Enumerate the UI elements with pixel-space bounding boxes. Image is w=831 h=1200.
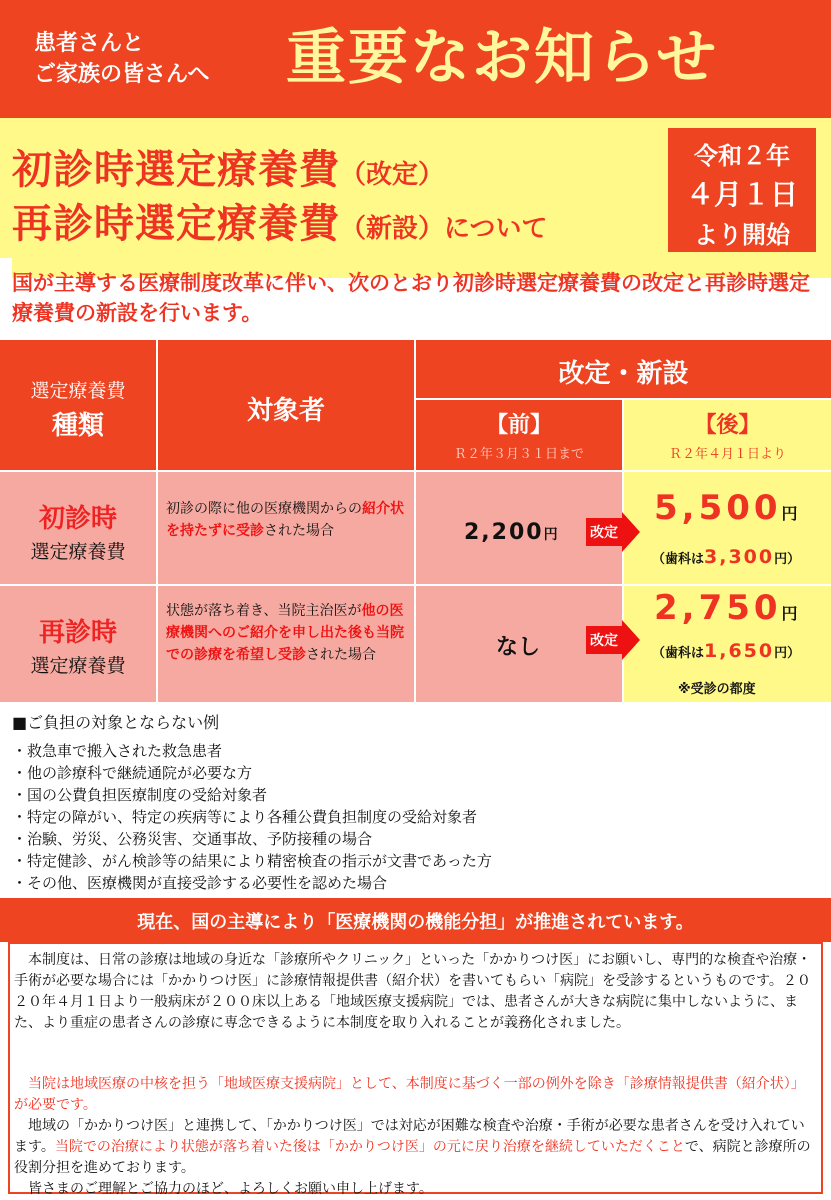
- row-1-before-value: [464, 520, 558, 545]
- paragraph-closing: 皆さまのご理解とご協力のほど、よろしくお願い申し上げます。: [14, 1181, 433, 1197]
- row-2-dental-value: 1,650: [704, 640, 775, 662]
- table-header-before-date: Ｒ２年３月３１日まで: [453, 447, 584, 462]
- row-2-type: [0, 586, 156, 702]
- table-header-after: [624, 400, 831, 470]
- row-1-target: [158, 472, 414, 584]
- row-2-after-unit: 円: [781, 604, 798, 623]
- audience-line-1: 患者さんと: [34, 31, 145, 56]
- page-title: 重要なお知らせ: [286, 23, 719, 93]
- row-1-after-unit: 円: [781, 504, 798, 523]
- intro-text: 国が主導する医療制度改革に伴い、次のとおり初診時選定療養費の改定と再診時選定療養費の新設を行います。: [12, 271, 810, 325]
- row-1-type: [0, 472, 156, 584]
- row-1-after-price: [654, 488, 798, 528]
- table-header-before-label: 【前】: [485, 413, 552, 438]
- title-line-2: [12, 192, 547, 249]
- row-1-dental-prefix: （歯科は: [652, 552, 705, 567]
- start-date-line-2: ４月１日: [685, 178, 798, 211]
- row-2-target-c: された場合: [306, 647, 376, 663]
- title-line-2-suffix: （新設）について: [340, 214, 548, 244]
- row-1-dental: [652, 546, 800, 568]
- start-date-box: [668, 128, 816, 252]
- table-header-target: 対象者: [158, 340, 414, 470]
- row-2-note: ※受診の都度: [678, 682, 756, 697]
- bottom-banner: 現在、国の主導により「医療機関の機能分担」が推進されています。: [0, 898, 831, 942]
- row-1-target-b: 紹介状を持たずに受診: [166, 501, 404, 539]
- exception-item: ・救急車で搬入された救急患者: [12, 742, 223, 760]
- paragraph-cooperation-b: で、病院と診療所の役割分担を進めております。: [14, 1139, 811, 1176]
- table-header-after-date: Ｒ２年４月１日より: [668, 447, 786, 462]
- audience-text: [34, 28, 210, 90]
- table-header-type: [0, 340, 156, 470]
- row-2-target-b: 他の医療機関へのご紹介を申し出た後も当院での診療を希望し受診: [166, 603, 404, 663]
- title-line-1-main: 初診時選定療養費: [12, 147, 340, 193]
- paragraph-cooperation-highlight: 当院での治療により状態が落ち着いた後は「かかりつけ医」の元に戻り治療を継続していただくこと: [54, 1139, 685, 1155]
- table-header-before: [416, 400, 622, 470]
- row-2-target-a: 状態が落ち着き、当院主治医が: [166, 603, 362, 619]
- exception-item: ・特定の障がい、特定の疾病等により各種公費負担制度の受給対象者: [12, 808, 478, 826]
- table-header-type-line-2: 種類: [51, 411, 104, 441]
- paragraph-hospital-role: 当院は地域医療の中核を担う「地域医療支援病院」として、本制度に基づく一部の例外を除き「診療情報提供書（紹介状）」が必要です。: [14, 1076, 805, 1113]
- row-1-type-sub: 選定療養費: [30, 541, 126, 563]
- title-line-1-suffix: （改定）: [340, 160, 445, 190]
- row-2-type-name: 再診時: [38, 618, 117, 648]
- row-1-after-amount: 5,500: [654, 488, 782, 528]
- audience-line-2: ご家族の皆さんへ: [34, 62, 210, 87]
- row-1-type-name: 初診時: [38, 504, 117, 534]
- exception-item: ・その他、医療機関が直接受診する必要性を認めた場合: [12, 874, 388, 892]
- table-header-after-label: 【後】: [694, 413, 761, 438]
- exception-item: ・国の公費負担医療制度の受給対象者: [12, 786, 268, 804]
- paragraph-cooperation: [14, 1116, 814, 1179]
- start-date-line-3: より開始: [694, 221, 790, 249]
- row-2-before-value: なし: [496, 635, 541, 660]
- exceptions-list: [12, 740, 492, 894]
- row-2-arrow-label: 改定: [590, 633, 618, 649]
- exception-item: ・治験、労災、公務災害、交通事故、予防接種の場合: [12, 830, 373, 848]
- row-2-dental-prefix: （歯科は: [652, 646, 705, 661]
- row-2-after-amount: 2,750: [654, 588, 782, 628]
- exceptions-title: ■ご負担の対象とならない例: [12, 713, 220, 732]
- header-banner: [0, 0, 831, 118]
- row-2-target: [158, 586, 414, 702]
- table-header-change: 改定・新設: [416, 340, 831, 398]
- table-header-type-line-1: 選定療養費: [30, 380, 126, 402]
- title-line-2-main: 再診時選定療養費: [12, 201, 340, 247]
- row-1-dental-suffix: 円）: [774, 552, 801, 567]
- row-2-dental-suffix: 円）: [774, 646, 801, 661]
- row-2-dental: [652, 640, 800, 662]
- row-1-before-amount: 2,200: [464, 520, 544, 545]
- paragraph-system: 本制度は、日常の診療は地域の身近な「診療所やクリニック」といった「かかりつけ医」にお願いし、専門的な検査や治療・手術が必要な場合には「かかりつけ医」に診療情報提供書（紹介状）を書いてもらい「病院」を受診するというものです。２０２０年４月１日より一般病床が２００床以上ある「地域医療支援病院」では、患者さんが大きな病院に集中しないように、また、より重症の患者さんの診療に専念できるように本制度を取り入れることが義務化されました。: [14, 952, 812, 1031]
- start-date-line-1: 令和２年: [694, 142, 790, 170]
- row-2-after-price: [654, 588, 798, 628]
- paragraph-cooperation-a: 地域の「かかりつけ医」と連携して、「かかりつけ医」では対応が困難な検査や治療・手術が必要な患者さんを受け入れています。: [14, 1118, 805, 1155]
- row-1-before-unit: 円: [543, 527, 558, 543]
- row-1-arrow-label: 改定: [590, 525, 618, 541]
- row-1-target-c: された場合: [264, 523, 334, 539]
- exception-item: ・他の診療科で継続通院が必要な方: [12, 764, 253, 782]
- row-2-type-sub: 選定療養費: [30, 655, 126, 677]
- row-1-dental-value: 3,300: [704, 546, 775, 568]
- row-1-target-a: 初診の際に他の医療機関からの: [166, 501, 362, 517]
- exception-item: ・特定健診、がん検診等の結果により精密検査の指示が文書であった方: [12, 852, 492, 870]
